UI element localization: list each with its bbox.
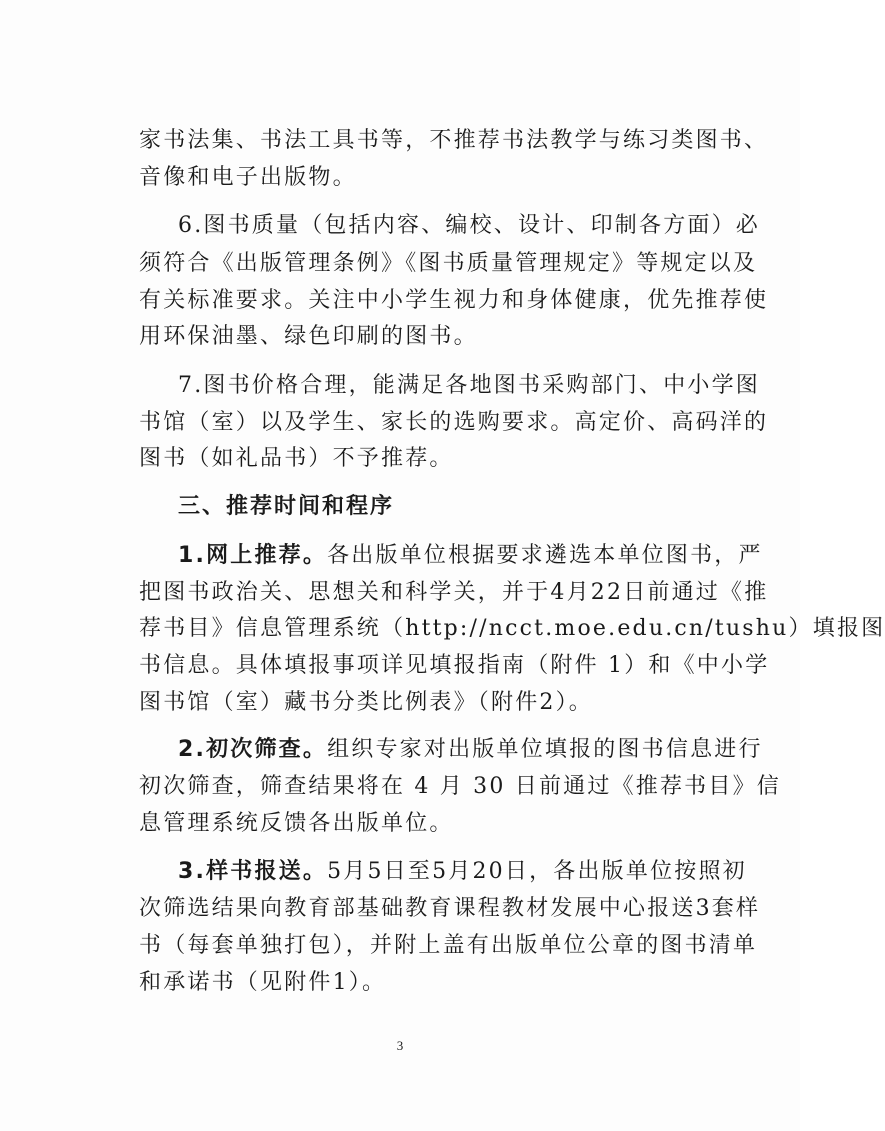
text-span: 5月5日至5月20日，各出版单位按照初 (327, 859, 747, 884)
text-line: 和承诺书（见附件1）。 (139, 970, 387, 995)
text-line: 书馆（室）以及学生、家长的选购要求。高定价、高码洋的 (139, 410, 769, 435)
text-line: 荐书目》信息管理系统（http://ncct.moe.edu.cn/tushu）填报图 (139, 616, 885, 641)
text-line: 次筛选结果向教育部基础教育课程教材发展中心报送3套样 (139, 896, 761, 921)
text-line: 图书馆（室）藏书分类比例表》（附件2）。 (139, 690, 593, 715)
text-line: 音像和电子出版物。 (139, 165, 357, 190)
section-heading: 三、推荐时间和程序 (178, 494, 395, 519)
text-span: 各出版单位根据要求遴选本单位图书，严 (327, 543, 763, 568)
text-line: 书（每套单独打包），并附上盖有出版单位公章的图书清单 (139, 933, 758, 958)
text-line: 7.图书价格合理，能满足各地图书采购部门、中小学图 (178, 373, 760, 398)
text-line: 6.图书质量（包括内容、编校、设计、印制各方面）必 (178, 213, 760, 238)
text-line: 息管理系统反馈各出版单位。 (139, 811, 454, 836)
text-line: 须符合《出版管理条例》《图书质量管理规定》等规定以及 (139, 251, 758, 276)
paragraph-first-line (178, 857, 747, 887)
text-line: 用环保油墨、绿色印刷的图书。 (139, 324, 478, 349)
text-span: 组织专家对出版单位填报的图书信息进行 (327, 737, 763, 762)
text-line: 书信息。具体填报事项详见填报指南（附件 1）和《中小学 (139, 653, 770, 678)
text-line: 把图书政治关、思想关和科学关，并于4月22日前通过《推 (139, 580, 769, 605)
paragraph-first-line (178, 735, 763, 765)
page-number: 3 (396, 1038, 404, 1053)
text-line: 图书（如礼品书）不予推荐。 (139, 446, 454, 471)
item-heading: 2.初次筛查。 (178, 737, 328, 762)
paragraph-first-line (178, 541, 763, 571)
text-line: 初次筛查，筛查结果将在 4 月 30 日前通过《推荐书目》信 (139, 774, 781, 799)
item-heading: 3.样书报送。 (178, 859, 328, 884)
text-line: 家书法集、书法工具书等，不推荐书法教学与练习类图书、 (139, 128, 769, 153)
text-line: 有关标准要求。关注中小学生视力和身体健康，优先推荐使 (139, 288, 769, 313)
item-heading: 1.网上推荐。 (178, 543, 328, 568)
